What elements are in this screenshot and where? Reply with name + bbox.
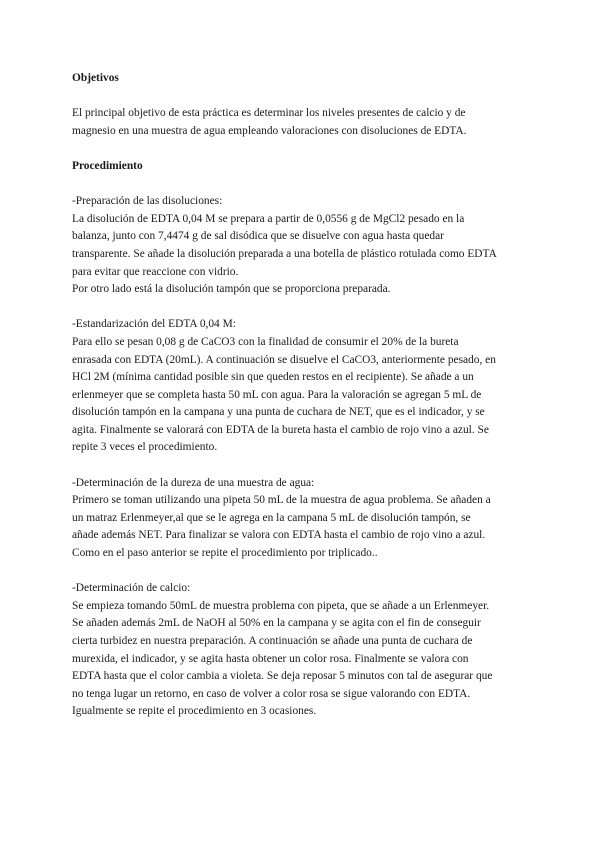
section-subtitle: -Determinación de la dureza de una muestra de agua: bbox=[72, 476, 315, 489]
paragraph-line: balanza, junto con 7,4474 g de sal disódica que se disuelve con agua hasta quedar bbox=[72, 230, 444, 243]
preparacion-section bbox=[72, 193, 532, 299]
paragraph-line: añade además NET. Para finalizar se valora con EDTA hasta el cambio de rojo vino a azul. bbox=[72, 529, 486, 542]
calcio-section bbox=[72, 580, 532, 721]
spacer bbox=[72, 457, 532, 475]
paragraph-line: HCl 2M (mínima cantidad posible sin que queden restos en el recipiente). Se añade a un bbox=[72, 371, 474, 384]
paragraph-line: Por otro lado está la disolución tampón que se proporciona preparada. bbox=[72, 283, 391, 296]
paragraph-line: Se empieza tomando 50mL de muestra problema con pipeta, que se añade a un Erlenmeyer. bbox=[72, 599, 490, 612]
paragraph-line: transparente. Se añade la disolución preparada a una botella de plástico rotulada como EDTA bbox=[72, 247, 497, 260]
document-page bbox=[72, 70, 532, 721]
spacer bbox=[72, 140, 532, 158]
paragraph-line: no tenga lugar un retorno, en caso de volver a color rosa se sigue valorando con EDTA. bbox=[72, 687, 471, 700]
paragraph-line: EDTA hasta que el color cambia a violeta. Se deja reposar 5 minutos con tal de asegurar que bbox=[72, 670, 493, 683]
estandarizacion-section bbox=[72, 316, 532, 457]
paragraph-line: agita. Finalmente se valorará con EDTA de la bureta hasta el cambio de rojo vino a azul. Se bbox=[72, 423, 489, 436]
paragraph-line: disolución tampón en la campana y una punta de cuchara de NET, que es el indicador, y se bbox=[72, 406, 485, 419]
spacer bbox=[72, 563, 532, 581]
dureza-section bbox=[72, 475, 532, 563]
paragraph-line: magnesio en una muestra de agua empleando valoraciones con disoluciones de EDTA. bbox=[72, 124, 467, 137]
paragraph-line: El principal objetivo de esta práctica es determinar los niveles presentes de calcio y de bbox=[72, 107, 466, 120]
section-subtitle: -Determinación de calcio: bbox=[72, 582, 191, 595]
paragraph-line: un matraz Erlenmeyer,al que se le agrega en la campana 5 mL de disolución tampón, se bbox=[72, 511, 471, 524]
objetivos-paragraph bbox=[72, 105, 532, 140]
section-subtitle: -Estandarización del EDTA 0,04 M: bbox=[72, 318, 236, 331]
paragraph-line: Primero se toman utilizando una pipeta 50 mL de la muestra de agua problema. Se añaden a bbox=[72, 494, 491, 507]
procedimiento-heading: Procedimiento bbox=[72, 159, 143, 172]
paragraph-line: Igualmente se repite el procedimiento en 3 ocasiones. bbox=[72, 705, 317, 718]
paragraph-line: erlenmeyer que se completa hasta 50 mL con agua. Para la valoración se agregan 5 mL de bbox=[72, 388, 482, 401]
objetivos-heading: Objetivos bbox=[72, 72, 119, 84]
paragraph-line: Se añaden además 2mL de NaOH al 50% en la campana y se agita con el fin de conseguir bbox=[72, 617, 481, 630]
spacer bbox=[72, 88, 532, 106]
paragraph-line: para evitar que reaccione con vidrio. bbox=[72, 265, 239, 278]
paragraph-line: murexida, el indicador, y se agita hasta obtener un color rosa. Finalmente se valora con bbox=[72, 652, 469, 665]
paragraph-line: enrasada con EDTA (20mL). A continuación se disuelve el CaCO3, anteriormente pesado, en bbox=[72, 353, 496, 366]
paragraph-line: Para ello se pesan 0,08 g de CaCO3 con la finalidad de consumir el 20% de la bureta bbox=[72, 335, 459, 348]
spacer bbox=[72, 176, 532, 194]
paragraph-line: La disolución de EDTA 0,04 M se prepara a partir de 0,0556 g de MgCl2 pesado en la bbox=[72, 212, 465, 225]
paragraph-line: Como en el paso anterior se repite el procedimiento por triplicado.. bbox=[72, 547, 378, 560]
section-subtitle: -Preparación de las disoluciones: bbox=[72, 195, 223, 208]
paragraph-line: repite 3 veces el procedimiento. bbox=[72, 441, 218, 454]
paragraph-line: cierta turbidez en nuestra preparación. A continuación se añade una punta de cuchara de bbox=[72, 635, 473, 647]
spacer bbox=[72, 299, 532, 317]
